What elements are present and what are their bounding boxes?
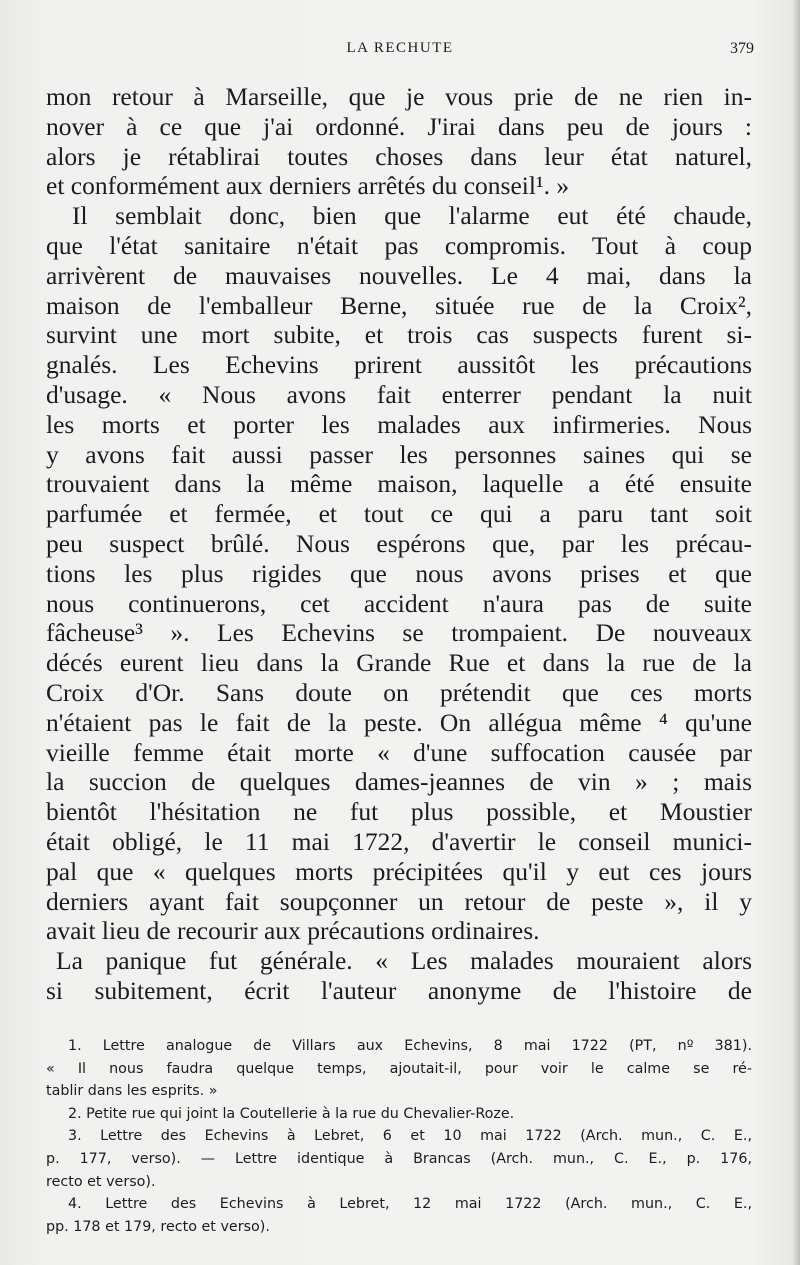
body-line: pal que « quelques morts précipitées qu'il y eut ces jours	[46, 856, 752, 886]
body-line: trouvaient dans la même maison, laquelle a été ensuite	[46, 469, 752, 499]
body-line: n'étaient pas le fait de la peste. On allégua même ⁴ qu'une	[46, 707, 752, 737]
footnote-line: 4. Lettre des Echevins à Lebret, 12 mai 1722 (Arch. mun., C. E.,	[68, 1196, 752, 1213]
footnote-line: « Il nous faudra quelque temps, ajoutait-il, pour voir le calme se ré-	[46, 1060, 752, 1077]
body-line: alors je rétablirai toutes choses dans leur état naturel,	[46, 141, 752, 171]
body-text	[46, 82, 752, 1006]
body-line: fâcheuse³ ». Les Echevins se trompaient. De nouveaux	[46, 618, 752, 648]
body-line: tions les plus rigides que nous avons prises et que	[46, 558, 752, 588]
body-line: décés eurent lieu dans la Grande Rue et dans la rue de la	[46, 648, 752, 678]
footnote-line: 3. Lettre des Echevins à Lebret, 6 et 10 mai 1722 (Arch. mun., C. E.,	[68, 1128, 752, 1145]
body-line: derniers ayant fait soupçonner un retour de peste », il y	[46, 886, 752, 916]
body-line: nover à ce que j'ai ordonné. J'irai dans peu de jours :	[46, 111, 752, 141]
body-line: et conformément aux derniers arrêtés du conseil¹. »	[46, 171, 570, 201]
footnotes	[46, 1035, 752, 1238]
body-line: Il semblait donc, bien que l'alarme eut été chaude,	[72, 201, 752, 231]
body-line: y avons fait aussi passer les personnes saines qui se	[46, 439, 752, 469]
body-line: maison de l'emballeur Berne, située rue de la Croix²,	[46, 290, 752, 320]
body-line: vieille femme était morte « d'une suffocation causée par	[46, 737, 752, 767]
page-edge-shadow	[792, 0, 800, 1265]
body-line: survint une mort subite, et trois cas suspects furent si-	[46, 320, 752, 350]
body-line: nous continuerons, cet accident n'aura pas de suite	[46, 588, 752, 618]
body-line: La panique fut générale. « Les malades mouraient alors	[56, 946, 752, 976]
footnote-line: pp. 178 et 179, recto et verso).	[46, 1218, 270, 1235]
footnote-line: p. 177, verso). — Lettre identique à Brancas (Arch. mun., C. E., p. 176,	[46, 1150, 752, 1167]
page-number: 379	[730, 40, 754, 57]
body-line: d'usage. « Nous avons fait enterrer pendant la nuit	[46, 379, 752, 409]
footnote-line: 2. Petite rue qui joint la Coutellerie à la rue du Chevalier-Roze.	[68, 1105, 515, 1122]
body-line: peu suspect brûlé. Nous espérons que, par les précau-	[46, 528, 752, 558]
body-line: mon retour à Marseille, que je vous prie de ne rien in-	[46, 82, 752, 111]
running-head: LA RECHUTE	[346, 40, 454, 56]
body-line: avait lieu de recourir aux précautions ordinaires.	[46, 916, 540, 946]
footnote-line: 1. Lettre analogue de Villars aux Echevins, 8 mai 1722 (PT, nº 381).	[68, 1038, 752, 1054]
page-header	[46, 40, 754, 62]
body-line: Croix d'Or. Sans doute on prétendit que ces morts	[46, 677, 752, 707]
footnote-line: tablir dans les esprits. »	[46, 1083, 218, 1100]
body-line: la succion de quelques dames-jeannes de vin » ; mais	[46, 767, 752, 797]
footnote-line: recto et verso).	[46, 1173, 156, 1190]
body-line: si subitement, écrit l'auteur anonyme de l'histoire de	[46, 975, 752, 1005]
body-line: était obligé, le 11 mai 1722, d'avertir le conseil munici-	[46, 826, 752, 856]
body-line: les morts et porter les malades aux infirmeries. Nous	[46, 409, 752, 439]
body-line: gnalés. Les Echevins prirent aussitôt les précautions	[46, 350, 752, 380]
body-line: bientôt l'hésitation ne fut plus possible, et Moustier	[46, 797, 752, 827]
body-line: arrivèrent de mauvaises nouvelles. Le 4 mai, dans la	[46, 260, 752, 290]
body-line: parfumée et fermée, et tout ce qui a paru tant soit	[46, 499, 752, 529]
body-line: que l'état sanitaire n'était pas compromis. Tout à coup	[46, 230, 752, 260]
